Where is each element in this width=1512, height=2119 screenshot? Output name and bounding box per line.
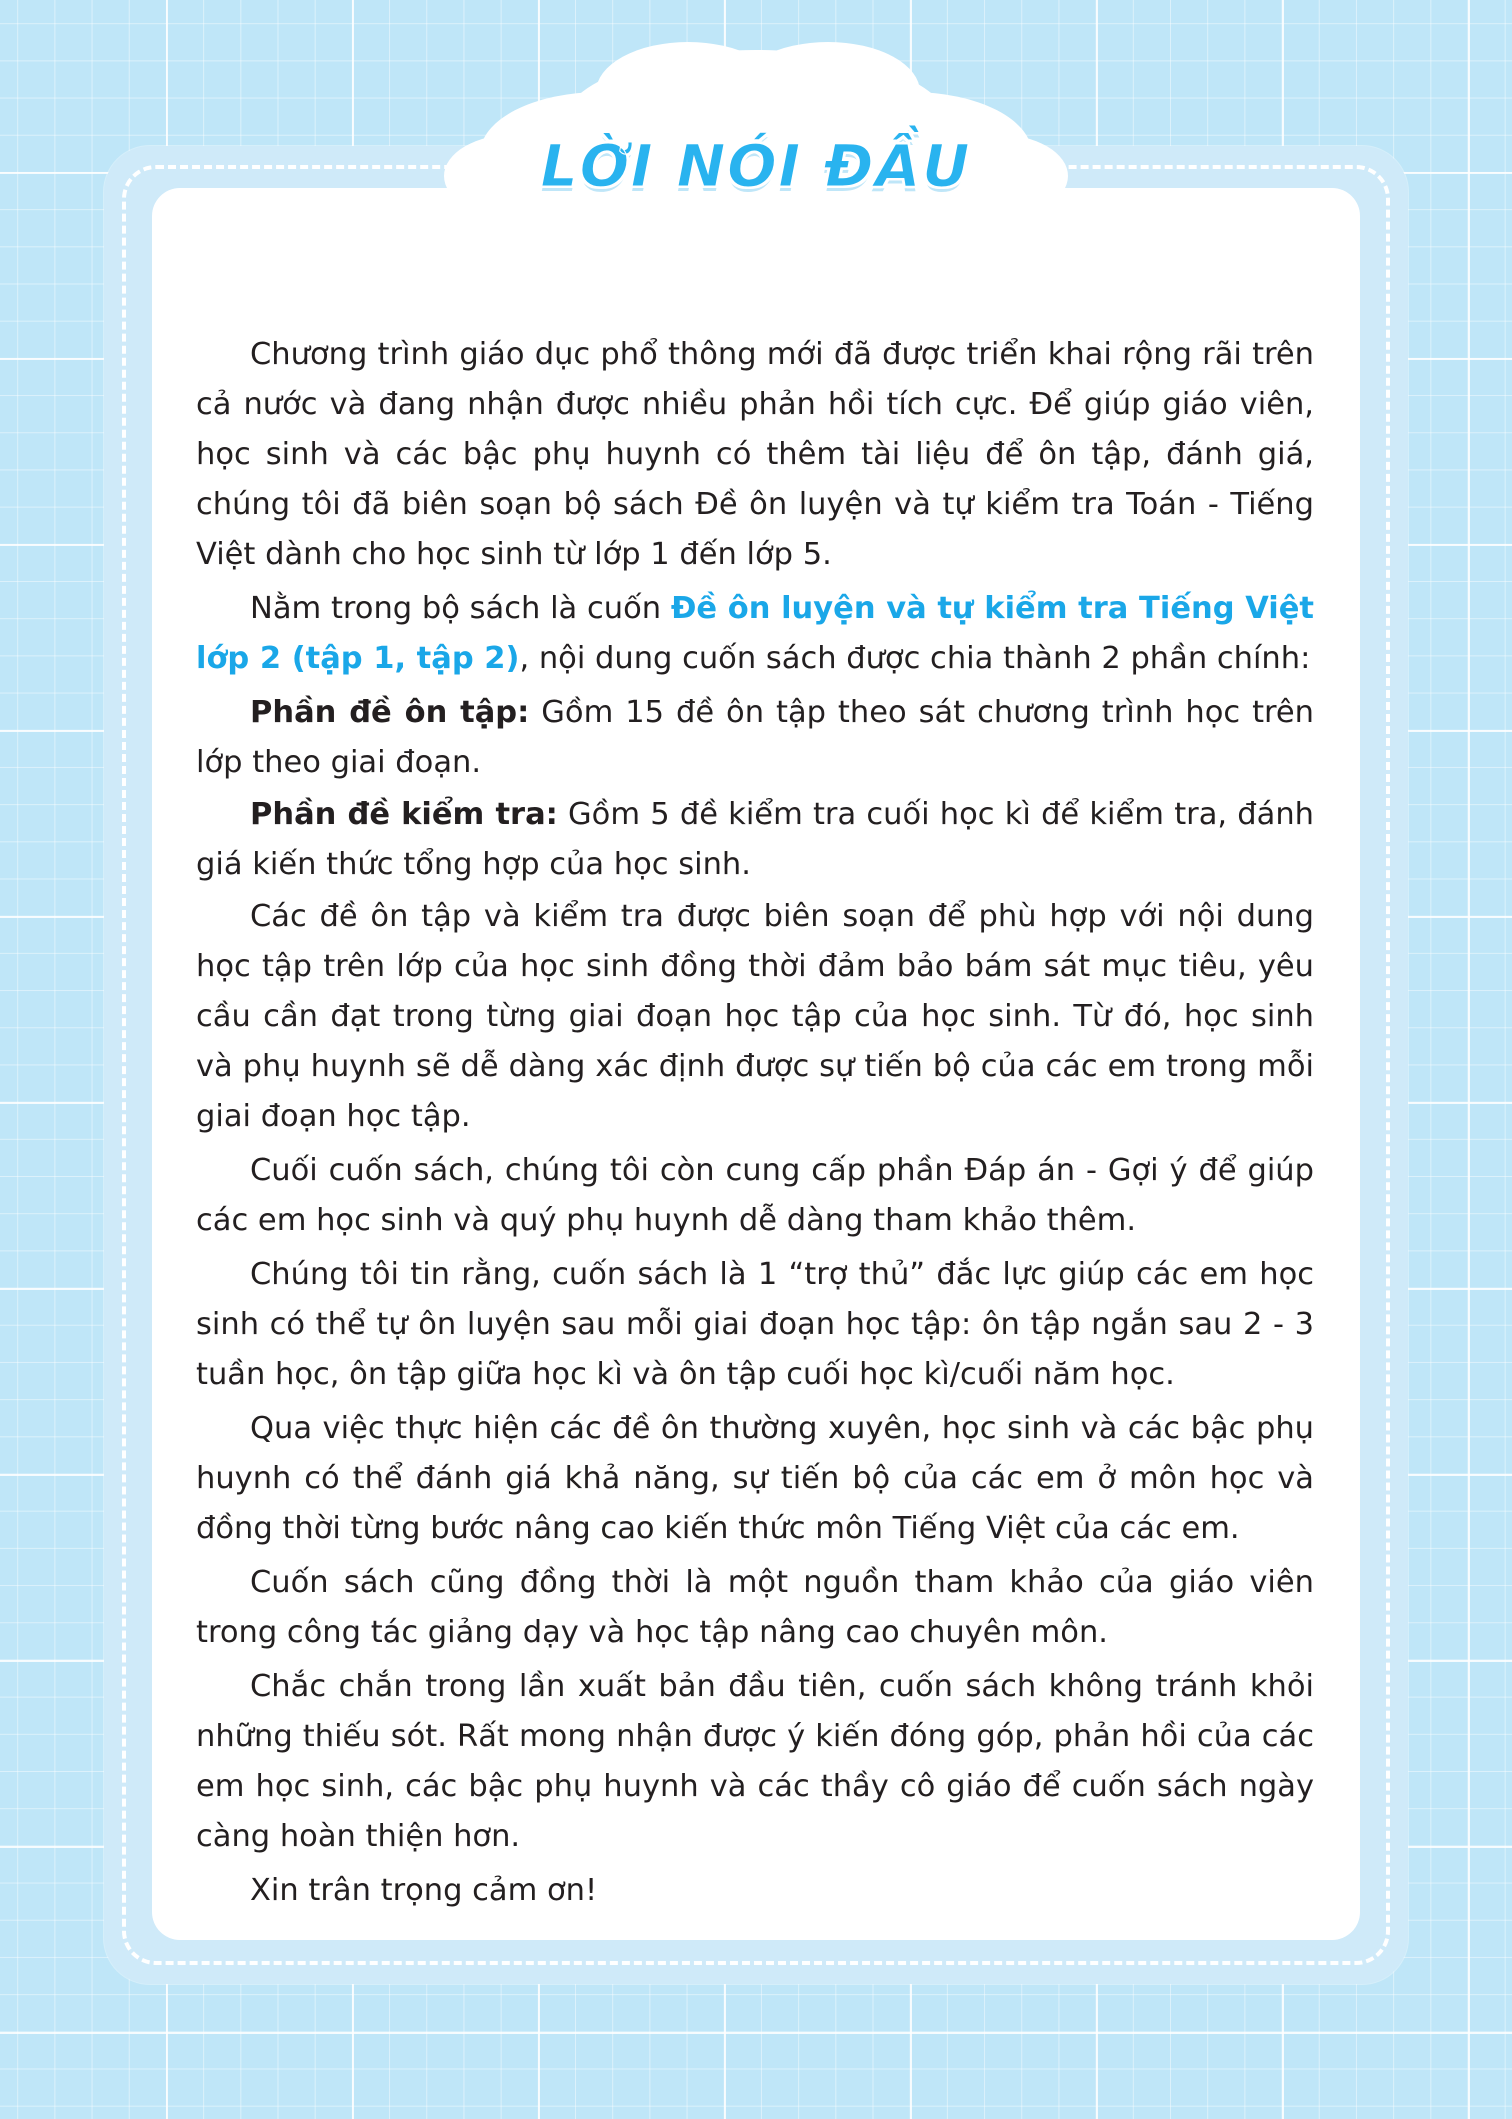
paragraph-5 (196, 892, 1314, 1142)
book-title-highlight: Đề ôn luyện và tự kiểm tra Tiếng Việt lớp 2 (tập 1, tập 2) (196, 591, 1315, 676)
paragraph-7-text: Chúng tôi tin rằng, cuốn sách là 1 “trợ thủ” đắc lực giúp các em học sinh có thể tự ôn luyện sau mỗi giai đoạn học tập: ôn tập ngắn sau 2 - 3 tuần học, ôn tập giữa học kì và ôn tập cuối học kì/cuối năm học. (196, 1257, 1314, 1392)
paragraph-1 (196, 330, 1314, 580)
section-label-on-tap: Phần đề ôn tập: (250, 695, 530, 730)
paragraph-4 (196, 790, 1314, 890)
paragraph-1-text: Chương trình giáo dục phổ thông mới đã được triển khai rộng rãi trên cả nước và đang nhận được nhiều phản hồi tích cực. Để giúp giáo viên, học sinh và các bậc phụ huynh có thêm tài liệu để ôn tập, đánh giá, chúng tôi đã biên soạn bộ sách Đề ôn luyện và tự kiểm tra Toán - Tiếng Việt dành cho học sinh từ lớp 1 đến lớp 5. (196, 337, 1314, 572)
paragraph-6-text: Cuối cuốn sách, chúng tôi còn cung cấp phần Đáp án - Gợi ý để giúp các em học sinh và quý phụ huynh dễ dàng tham khảo thêm. (196, 1153, 1314, 1238)
paragraph-8-text: Qua việc thực hiện các đề ôn thường xuyên, học sinh và các bậc phụ huynh có thể đánh giá khả năng, sự tiến bộ của các em ở môn học và đồng thời từng bước nâng cao kiến thức môn Tiếng Việt của các em. (196, 1411, 1314, 1546)
paragraph-7 (196, 1250, 1314, 1400)
page-title: LỜI NÓI ĐẦU (540, 132, 972, 200)
paragraph-closing (196, 1866, 1314, 1916)
paragraph-5-text: Các đề ôn tập và kiểm tra được biên soạn để phù hợp với nội dung học tập trên lớp của học sinh đồng thời đảm bảo bám sát mục tiêu, yêu cầu cần đạt trong từng giai đoạn học tập của học sinh. Từ đó, học sinh và phụ huynh sẽ dễ dàng xác định được sự tiến bộ của các em trong mỗi giai đoạn học tập. (196, 899, 1314, 1134)
closing-text: Xin trân trọng cảm ơn! (250, 1873, 598, 1908)
paragraph-10 (196, 1662, 1314, 1862)
paragraph-3-text: Gồm 15 đề ôn tập theo sát chương trình học trên lớp theo giai đoạn. (196, 695, 1314, 780)
paragraph-10-text: Chắc chắn trong lần xuất bản đầu tiên, cuốn sách không tránh khỏi những thiếu sót. Rất mong nhận được ý kiến đóng góp, phản hồi của các em học sinh, các bậc phụ huynh và các thầy cô giáo để cuốn sách ngày càng hoàn thiện hơn. (196, 1669, 1314, 1854)
paragraph-2 (196, 584, 1314, 684)
paragraph-2-lead: Nằm trong bộ sách là cuốn (250, 591, 671, 626)
paragraph-8 (196, 1404, 1314, 1554)
paragraph-9 (196, 1558, 1314, 1658)
paragraph-6 (196, 1146, 1314, 1246)
paragraph-3 (196, 688, 1314, 788)
paragraph-2-tail: , nội dung cuốn sách được chia thành 2 phần chính: (519, 641, 1311, 676)
section-label-kiem-tra: Phần đề kiểm tra: (250, 797, 558, 832)
cloud-banner (388, 36, 1124, 248)
paragraph-9-text: Cuốn sách cũng đồng thời là một nguồn tham khảo của giáo viên trong công tác giảng dạy và học tập nâng cao chuyên môn. (196, 1565, 1314, 1650)
preface-body (196, 330, 1314, 1920)
paragraph-4-text: Gồm 5 đề kiểm tra cuối học kì để kiểm tra, đánh giá kiến thức tổng hợp của học sinh. (196, 797, 1314, 882)
